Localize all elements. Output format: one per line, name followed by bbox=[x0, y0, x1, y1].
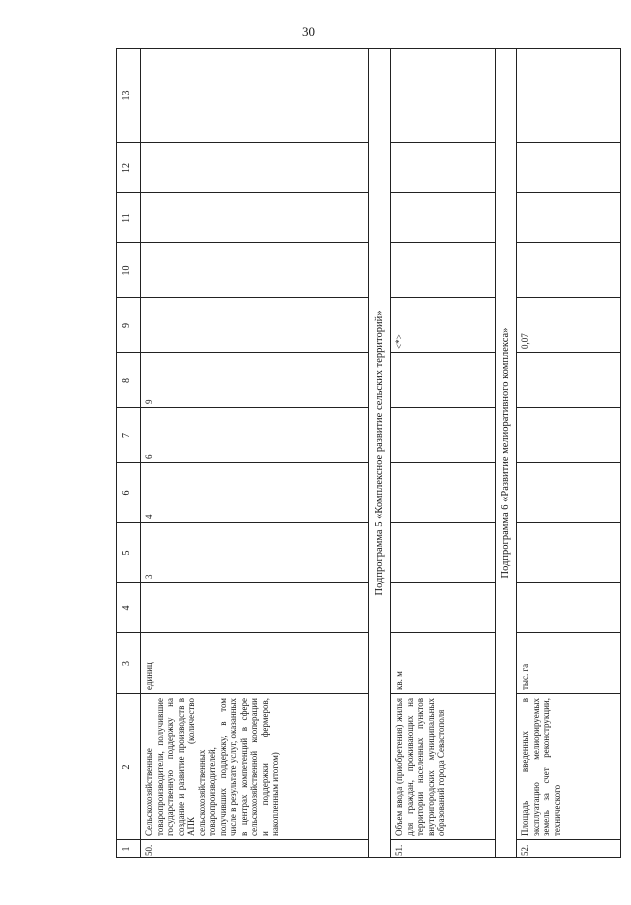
indicator-name: Площадь введенных в эксплуатацию мелиорируемых земель за счет реконструкции, технического bbox=[520, 698, 562, 836]
col-line bbox=[116, 192, 368, 193]
col-line bbox=[116, 632, 368, 633]
col-line bbox=[116, 462, 368, 463]
indicator-name: Сельскохозяйственные товаропроизводители, получившие государственную поддержку на создание и развитие производств в АПК (количество сельскохозяйственных товаропроизводителей, получивших поддержку, в том числе в результате услуг, оказанных в центрах компетенций в сфере сельскохозяйственной кооперации и поддержки фермеров, накопленным итогом) bbox=[144, 697, 280, 836]
col-header: 12 bbox=[121, 163, 132, 173]
col-header: 1 bbox=[121, 846, 132, 852]
col-line bbox=[390, 693, 495, 694]
col-header: 3 bbox=[121, 661, 132, 666]
row-number: 50. bbox=[144, 844, 154, 856]
col-line bbox=[116, 693, 368, 694]
col-header: 8 bbox=[121, 378, 132, 383]
col-line bbox=[116, 142, 368, 143]
col-line bbox=[516, 582, 621, 583]
col-line bbox=[390, 407, 495, 408]
col-line bbox=[516, 462, 621, 463]
subprogram-6-title: Подпрограмма 6 «Развитие мелиоративного комплекса» bbox=[500, 327, 511, 579]
col-header: 11 bbox=[121, 213, 132, 223]
rotated-table bbox=[116, 48, 621, 858]
col-header: 9 bbox=[121, 323, 132, 328]
page-number: 30 bbox=[302, 24, 315, 39]
col-line bbox=[516, 242, 621, 243]
row50-bottom-line bbox=[368, 48, 369, 858]
col-header: 10 bbox=[121, 265, 132, 276]
col-line bbox=[390, 142, 495, 143]
value-col6: 6 bbox=[144, 454, 154, 459]
col-line bbox=[116, 582, 368, 583]
col-line bbox=[390, 462, 495, 463]
row51-bottom-line bbox=[495, 48, 496, 858]
col-header: 7 bbox=[121, 433, 132, 438]
value-col8: 0,07 bbox=[520, 333, 530, 349]
col-header: 2 bbox=[121, 764, 132, 770]
col-line bbox=[516, 297, 621, 298]
sub5-bottom-line bbox=[390, 48, 391, 858]
col-line bbox=[516, 632, 621, 633]
value-col4: 3 bbox=[144, 574, 154, 579]
value-col9: <*> bbox=[394, 334, 404, 349]
sub6-bottom-line bbox=[516, 48, 517, 858]
col-line bbox=[516, 839, 621, 840]
col-line bbox=[516, 693, 621, 694]
col-line bbox=[516, 522, 621, 523]
unit: единиц bbox=[144, 662, 154, 690]
subprogram-5-title: Подпрограмма 5 «Комплексное развитие сельских территорий» bbox=[374, 310, 385, 596]
col-line bbox=[390, 192, 495, 193]
col-line bbox=[116, 242, 368, 243]
header-row-line bbox=[140, 48, 141, 858]
col-line bbox=[516, 407, 621, 408]
value-col7: 9 bbox=[144, 399, 154, 404]
col-line bbox=[516, 142, 621, 143]
col-line bbox=[390, 582, 495, 583]
unit: кв. м bbox=[394, 671, 404, 690]
indicator-name: Объем ввода (приобретения) жилья для граждан, проживающих на территории населенных пунктов внутригородских муниципальных образований города Севастополя bbox=[394, 698, 446, 836]
col-line bbox=[390, 839, 495, 840]
col-line bbox=[390, 352, 495, 353]
col-line bbox=[516, 192, 621, 193]
value-col5: 4 bbox=[144, 514, 154, 519]
col-line bbox=[390, 297, 495, 298]
col-line bbox=[116, 352, 368, 353]
col-line bbox=[116, 297, 368, 298]
col-line bbox=[116, 522, 368, 523]
col-line bbox=[390, 522, 495, 523]
col-header: 6 bbox=[121, 490, 132, 496]
col-header: 5 bbox=[121, 550, 132, 556]
row-number: 51. bbox=[394, 844, 404, 856]
col-line bbox=[516, 352, 621, 353]
unit: тыс. га bbox=[520, 663, 530, 690]
col-header: 4 bbox=[121, 605, 132, 611]
col-header: 13 bbox=[121, 90, 132, 101]
col-line bbox=[116, 407, 368, 408]
col-line bbox=[390, 632, 495, 633]
col-line bbox=[390, 242, 495, 243]
row-number: 52. bbox=[520, 844, 530, 856]
